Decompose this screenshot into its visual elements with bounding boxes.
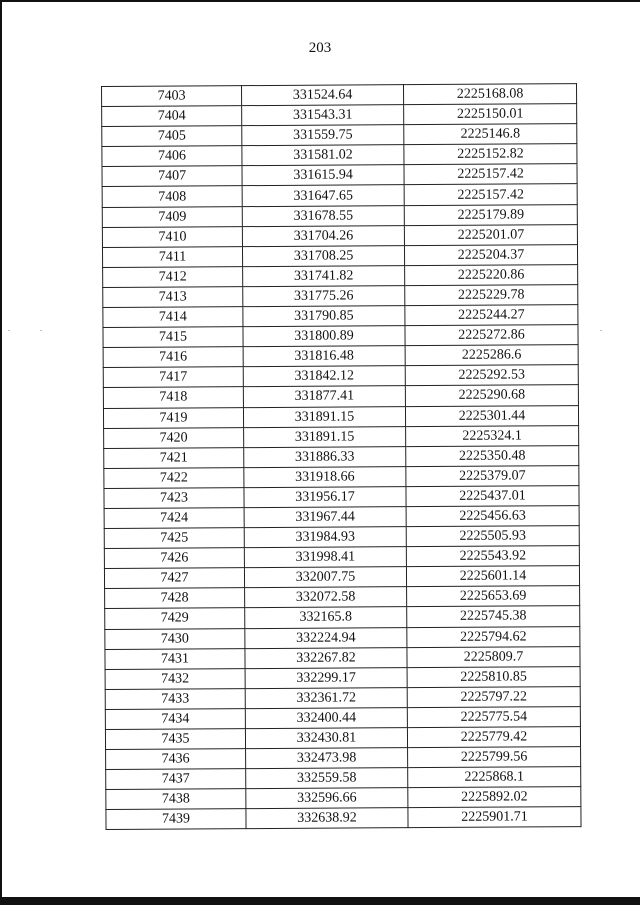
table-row	[105, 686, 580, 709]
table-row	[103, 264, 578, 287]
y-coordinate-cell: 2225146.8	[404, 124, 577, 145]
y-coordinate-cell: 2225168.08	[403, 84, 576, 105]
y-coordinate-cell: 2225301.44	[405, 405, 578, 426]
point-id-cell: 7437	[106, 769, 246, 790]
y-coordinate-cell: 2225157.42	[404, 184, 577, 205]
y-coordinate-cell: 2225179.89	[404, 204, 577, 225]
table-row	[104, 485, 579, 508]
y-coordinate-cell: 2225868.1	[408, 767, 581, 788]
point-id-cell: 7411	[102, 246, 242, 267]
x-coordinate-cell: 332267.82	[245, 647, 407, 668]
point-id-cell: 7428	[105, 588, 245, 609]
coordinates-table	[101, 83, 582, 830]
table-row	[103, 405, 578, 428]
x-coordinate-cell: 331918.66	[244, 466, 406, 487]
x-coordinate-cell: 331800.89	[243, 326, 405, 347]
table-row	[102, 224, 577, 247]
table-row	[104, 566, 579, 589]
point-id-cell: 7425	[104, 528, 244, 549]
table-row	[102, 164, 577, 187]
x-coordinate-cell: 331956.17	[244, 487, 406, 508]
table-row	[102, 124, 577, 147]
point-id-cell: 7430	[105, 628, 245, 649]
y-coordinate-cell: 2225745.38	[407, 606, 580, 627]
y-coordinate-cell: 2225244.27	[405, 305, 578, 326]
point-id-cell: 7436	[106, 749, 246, 770]
y-coordinate-cell: 2225794.62	[407, 626, 580, 647]
x-coordinate-cell: 332430.81	[245, 728, 407, 749]
y-coordinate-cell: 2225152.82	[404, 144, 577, 165]
scan-speck	[40, 330, 42, 331]
y-coordinate-cell: 2225892.02	[408, 787, 581, 808]
point-id-cell: 7410	[102, 226, 242, 247]
table-row	[104, 546, 579, 569]
point-id-cell: 7403	[102, 86, 242, 107]
x-coordinate-cell: 331559.75	[242, 125, 404, 146]
point-id-cell: 7431	[105, 648, 245, 669]
x-coordinate-cell: 331998.41	[244, 547, 406, 568]
x-coordinate-cell: 331984.93	[244, 527, 406, 548]
table-row	[106, 807, 581, 830]
y-coordinate-cell: 2225229.78	[405, 285, 578, 306]
point-id-cell: 7412	[103, 266, 243, 287]
table-row	[106, 767, 581, 790]
y-coordinate-cell: 2225201.07	[404, 224, 577, 245]
x-coordinate-cell: 331704.26	[242, 225, 404, 246]
x-coordinate-cell: 331886.33	[244, 446, 406, 467]
y-coordinate-cell: 2225290.68	[405, 385, 578, 406]
x-coordinate-cell: 332400.44	[245, 708, 407, 729]
point-id-cell: 7434	[105, 709, 245, 730]
point-id-cell: 7422	[104, 467, 244, 488]
table-row	[104, 465, 579, 488]
x-coordinate-cell: 332299.17	[245, 667, 407, 688]
table-row	[105, 646, 580, 669]
table-row	[105, 626, 580, 649]
x-coordinate-cell: 331816.48	[243, 346, 405, 367]
y-coordinate-cell: 2225653.69	[407, 586, 580, 607]
table-row	[103, 305, 578, 328]
point-id-cell: 7426	[104, 548, 244, 569]
x-coordinate-cell: 331842.12	[243, 366, 405, 387]
table-row	[103, 345, 578, 368]
point-id-cell: 7416	[103, 347, 243, 368]
point-id-cell: 7438	[106, 789, 246, 810]
y-coordinate-cell: 2225437.01	[406, 485, 579, 506]
y-coordinate-cell: 2225505.93	[406, 526, 579, 547]
point-id-cell: 7418	[103, 387, 243, 408]
x-coordinate-cell: 331581.02	[242, 145, 404, 166]
y-coordinate-cell: 2225292.53	[405, 365, 578, 386]
y-coordinate-cell: 2225797.22	[407, 686, 580, 707]
x-coordinate-cell: 332165.8	[245, 607, 407, 628]
x-coordinate-cell: 331891.15	[243, 406, 405, 427]
table-row	[102, 104, 577, 127]
x-coordinate-cell: 331543.31	[242, 105, 404, 126]
scan-border-left	[0, 0, 2, 905]
y-coordinate-cell: 2225379.07	[406, 465, 579, 486]
point-id-cell: 7417	[103, 367, 243, 388]
table-row	[104, 506, 579, 529]
table-row	[102, 244, 577, 267]
point-id-cell: 7420	[104, 427, 244, 448]
y-coordinate-cell: 2225272.86	[405, 325, 578, 346]
table-row	[102, 144, 577, 167]
table-row	[105, 727, 580, 750]
point-id-cell: 7404	[102, 106, 242, 127]
table-row	[104, 445, 579, 468]
point-id-cell: 7432	[105, 668, 245, 689]
x-coordinate-cell: 332596.66	[246, 788, 408, 809]
scan-border-top	[0, 0, 640, 2]
x-coordinate-cell: 331775.26	[243, 286, 405, 307]
x-coordinate-cell: 331647.65	[242, 185, 404, 206]
x-coordinate-cell: 332559.58	[246, 768, 408, 789]
table-row	[102, 204, 577, 227]
y-coordinate-cell: 2225286.6	[405, 345, 578, 366]
y-coordinate-cell: 2225543.92	[406, 546, 579, 567]
point-id-cell: 7414	[103, 307, 243, 328]
point-id-cell: 7407	[102, 166, 242, 187]
y-coordinate-cell: 2225350.48	[406, 445, 579, 466]
y-coordinate-cell: 2225204.37	[404, 244, 577, 265]
table-row	[105, 586, 580, 609]
x-coordinate-cell: 331708.25	[242, 245, 404, 266]
y-coordinate-cell: 2225810.85	[407, 666, 580, 687]
scan-speck	[8, 330, 10, 331]
table-row	[106, 747, 581, 770]
y-coordinate-cell: 2225901.71	[408, 807, 581, 828]
x-coordinate-cell: 332638.92	[246, 808, 408, 829]
table-row	[102, 84, 577, 107]
y-coordinate-cell: 2225324.1	[406, 425, 579, 446]
point-id-cell: 7433	[105, 688, 245, 709]
table-row	[102, 184, 577, 207]
point-id-cell: 7435	[105, 729, 245, 750]
point-id-cell: 7424	[104, 508, 244, 529]
table-row	[106, 787, 581, 810]
point-id-cell: 7413	[103, 287, 243, 308]
y-coordinate-cell: 2225220.86	[405, 264, 578, 285]
table-row	[105, 666, 580, 689]
point-id-cell: 7406	[102, 146, 242, 167]
table-row	[103, 285, 578, 308]
scan-border-bottom	[0, 897, 640, 905]
point-id-cell: 7427	[104, 568, 244, 589]
coordinates-table-body	[102, 84, 582, 830]
x-coordinate-cell: 331967.44	[244, 507, 406, 528]
point-id-cell: 7429	[105, 608, 245, 629]
y-coordinate-cell: 2225809.7	[407, 646, 580, 667]
y-coordinate-cell: 2225779.42	[407, 727, 580, 748]
x-coordinate-cell: 331524.64	[242, 85, 404, 106]
y-coordinate-cell: 2225157.42	[404, 164, 577, 185]
scan-speck	[600, 330, 602, 331]
x-coordinate-cell: 332007.75	[244, 567, 406, 588]
x-coordinate-cell: 331615.94	[242, 165, 404, 186]
table-row	[105, 706, 580, 729]
point-id-cell: 7439	[106, 809, 246, 830]
point-id-cell: 7415	[103, 327, 243, 348]
table-row	[103, 325, 578, 348]
table-row	[104, 526, 579, 549]
x-coordinate-cell: 332473.98	[246, 748, 408, 769]
table-row	[103, 385, 578, 408]
y-coordinate-cell: 2225799.56	[408, 747, 581, 768]
x-coordinate-cell: 332361.72	[245, 687, 407, 708]
y-coordinate-cell: 2225150.01	[404, 104, 577, 125]
x-coordinate-cell: 331877.41	[243, 386, 405, 407]
x-coordinate-cell: 331678.55	[242, 205, 404, 226]
point-id-cell: 7419	[103, 407, 243, 428]
table-row	[104, 425, 579, 448]
point-id-cell: 7409	[102, 206, 242, 227]
x-coordinate-cell: 331790.85	[243, 306, 405, 327]
page-number: 203	[308, 40, 332, 56]
point-id-cell: 7405	[102, 126, 242, 147]
y-coordinate-cell: 2225775.54	[407, 706, 580, 727]
x-coordinate-cell: 331891.15	[244, 426, 406, 447]
x-coordinate-cell: 331741.82	[243, 265, 405, 286]
point-id-cell: 7408	[102, 186, 242, 207]
y-coordinate-cell: 2225601.14	[406, 566, 579, 587]
table-row	[103, 365, 578, 388]
x-coordinate-cell: 332072.58	[245, 587, 407, 608]
table-row	[105, 606, 580, 629]
point-id-cell: 7423	[104, 488, 244, 509]
point-id-cell: 7421	[104, 447, 244, 468]
y-coordinate-cell: 2225456.63	[406, 506, 579, 527]
x-coordinate-cell: 332224.94	[245, 627, 407, 648]
